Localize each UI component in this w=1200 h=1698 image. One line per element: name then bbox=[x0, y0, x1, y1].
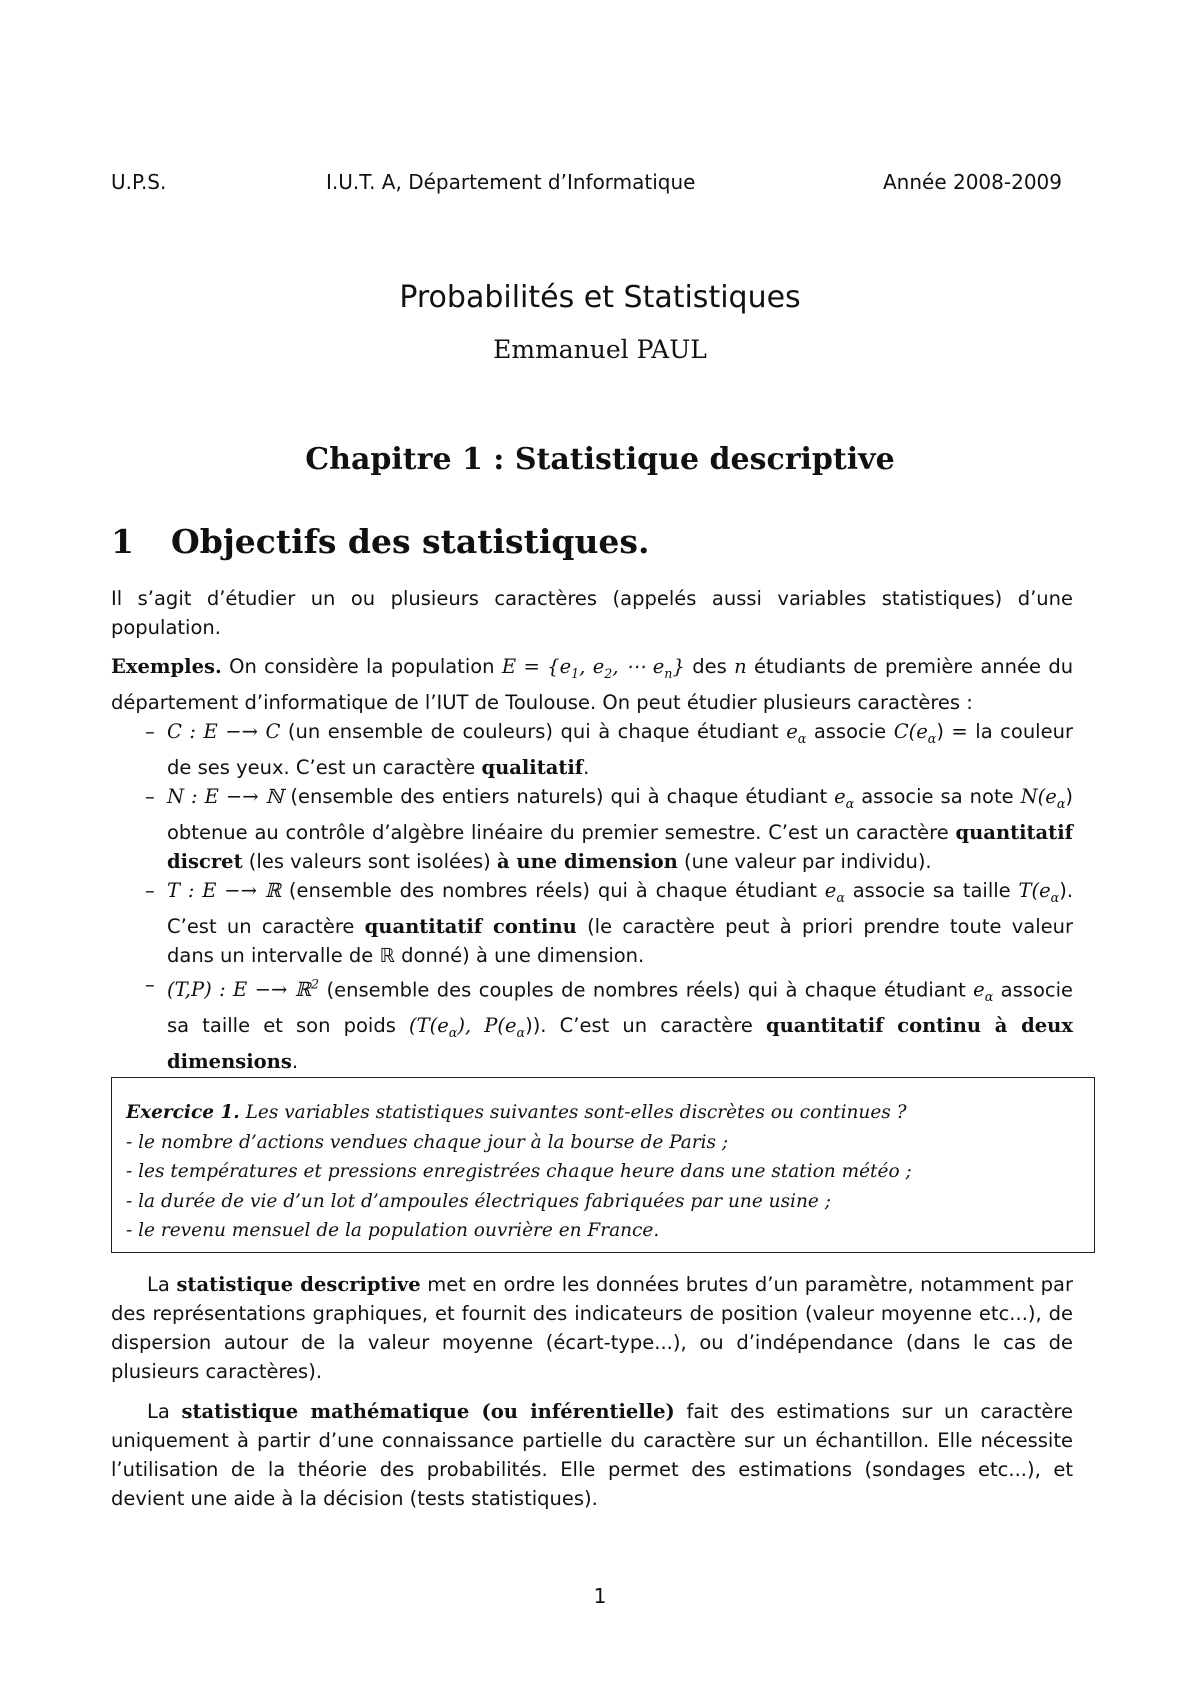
list-item: – (T,P) : E −→ ℝ$^2$ (ensemble des couples de nombres réels) qui à chaque étudiant $e_\alpha$ associe sa taille et son poids ($T(e_\alpha)$, $P(e_\alpha)$). C’est un caractère quantitatif continu à deux dimensions. bbox=[145, 972, 1074, 1073]
exercise-question bbox=[126, 1098, 1080, 1128]
mathematical-statistics-term: statistique mathématique (ou inférentielle) bbox=[181, 1400, 675, 1423]
list-item: – C : E −→ C (un ensemble de couleurs) qui à chaque étudiant $e_\alpha$ associe $C(e_\alpha)$ = la couleur de ses yeux. C’est un caractère qualitatif. bbox=[145, 719, 1073, 779]
page-header bbox=[111, 170, 1062, 200]
header-department: I.U.T. A, Département d’Informatique bbox=[326, 170, 696, 194]
intro-paragraph: Il s’agit d’étudier un ou plusieurs caractères (appelés aussi variables statistiques) d’une population. bbox=[111, 587, 1073, 639]
examples-text-a: On considère la population bbox=[229, 655, 495, 678]
mathematical-statistics-paragraph: La statistique mathématique (ou inférentielle) fait des estimations sur un caractère uniquement à partir d’une connaissance partielle du caractère sur un échantillon. Elle nécessite l’utilisation de la théorie des probabilités. Elle permet des estimations (sondages etc...), et devient une aide à la décision (tests statistiques). bbox=[111, 1400, 1074, 1510]
descriptive-statistics-term: statistique descriptive bbox=[176, 1273, 421, 1296]
list-item: – T : E −→ ℝ (ensemble des nombres réels) qui à chaque étudiant $e_\alpha$ associe sa taille $T(e_\alpha)$. C’est un caractère quantitatif continu (le caractère peut à priori prendre toute valeur dans un intervalle de ℝ donné) à une dimension. bbox=[145, 878, 1074, 967]
examples-text-b: des bbox=[692, 655, 727, 678]
examples-intro bbox=[111, 652, 1073, 717]
exercise-question-text: Les variables statistiques suivantes sont-elles discrètes ou continues ? bbox=[245, 1102, 907, 1123]
document-title: Probabilités et Statistiques bbox=[399, 280, 801, 315]
examples-label: Exemples. bbox=[111, 655, 222, 678]
list-item: – N : E −→ ℕ (ensemble des entiers naturels) qui à chaque étudiant $e_\alpha$ associe sa note $N(e_\alpha)$ obtenue au contrôle d’algèbre linéaire du premier semestre. C’est un caractère quantitatif discret (les valeurs sont isolées) à une dimension (une valeur par individu). bbox=[145, 784, 1073, 873]
examples-text-c: étudiants de première année du département d’informatique de l’IUT de Toulouse. On peut étudier plusieurs caractères : bbox=[111, 655, 1074, 714]
exercise-item: - le revenu mensuel de la population ouvrière en France. bbox=[126, 1220, 660, 1241]
exercise-box bbox=[111, 1077, 1095, 1253]
population-size: n bbox=[734, 655, 747, 678]
examples-block bbox=[111, 652, 1073, 1076]
descriptive-statistics-paragraph: La statistique descriptive met en ordre les données brutes d’un paramètre, notamment par des représentations graphiques, et fournit des indicateurs de position (valeur moyenne etc...), de dispersion autour de la valeur moyenne (écart-type...), ou d’indépendance (dans le cas de plusieurs caractères). bbox=[111, 1273, 1073, 1383]
exercise-label: Exercice 1. bbox=[126, 1102, 240, 1123]
header-university: U.P.S. bbox=[111, 170, 167, 194]
chapter-heading: Chapitre 1 : Statistique descriptive bbox=[305, 442, 895, 477]
header-year: Année 2008-2009 bbox=[882, 170, 1062, 194]
population-set-formula: $E = \{e_1$, $e_2$, ⋯ $e_n$} bbox=[501, 655, 685, 681]
section-heading bbox=[111, 522, 650, 561]
exercise-item: - le nombre d’actions vendues chaque jour à la bourse de Paris ; bbox=[126, 1131, 729, 1153]
document-author: Emmanuel PAUL bbox=[493, 335, 707, 364]
section-number: 1 bbox=[111, 522, 134, 561]
exercise-item: - la durée de vie d’un lot d’ampoules électriques fabriquées par une usine ; bbox=[126, 1190, 831, 1212]
examples-list bbox=[111, 717, 1073, 1076]
section-title: Objectifs des statistiques. bbox=[171, 522, 650, 561]
exercise-item: - les températures et pressions enregistrées chaque heure dans une station météo ; bbox=[126, 1161, 912, 1182]
page-number: 1 bbox=[593, 1584, 607, 1608]
